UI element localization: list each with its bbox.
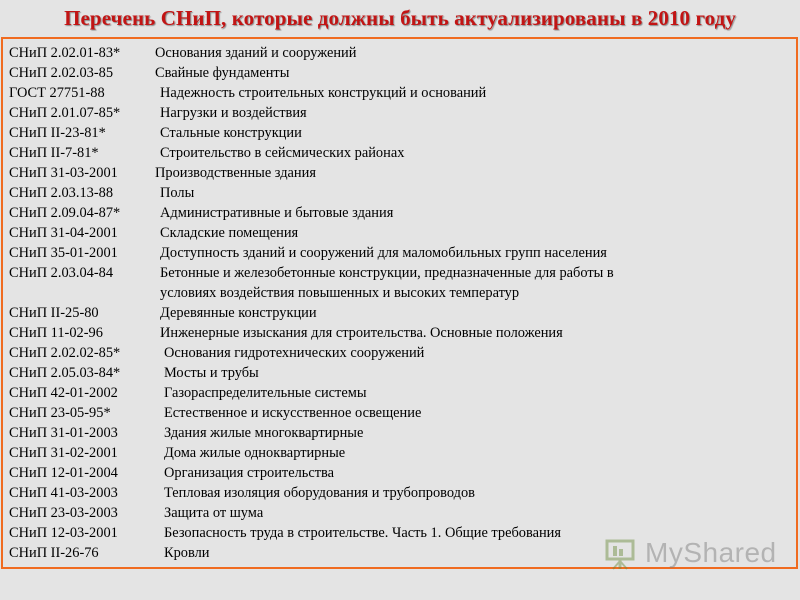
list-item bbox=[9, 363, 614, 383]
standard-title: Газораспределительные системы bbox=[164, 385, 367, 401]
list-item bbox=[9, 463, 614, 483]
standards-list bbox=[9, 43, 614, 563]
list-item bbox=[9, 123, 614, 143]
list-item bbox=[9, 303, 614, 323]
standard-code: СНиП 23-05-95* bbox=[9, 405, 111, 421]
list-item bbox=[9, 383, 614, 403]
standard-title: Бетонные и железобетонные конструкции, предназначенные для работы в bbox=[160, 265, 614, 281]
list-item bbox=[9, 523, 614, 543]
standard-code: СНиП 31-02-2001 bbox=[9, 445, 118, 461]
standard-title: Кровли bbox=[164, 545, 210, 561]
list-item bbox=[9, 163, 614, 183]
list-item-continuation bbox=[9, 283, 614, 303]
standard-code: СНиП 31-04-2001 bbox=[9, 225, 118, 241]
standard-code: СНиП 11-02-96 bbox=[9, 325, 103, 341]
standard-title: Инженерные изыскания для строительства. Основные положения bbox=[160, 325, 563, 341]
list-item bbox=[9, 503, 614, 523]
standard-title: Основания зданий и сооружений bbox=[155, 45, 357, 61]
list-item bbox=[9, 323, 614, 343]
list-item bbox=[9, 103, 614, 123]
watermark bbox=[605, 535, 777, 575]
standard-code: СНиП II-25-80 bbox=[9, 305, 99, 321]
standard-title: Основания гидротехнических сооружений bbox=[164, 345, 425, 361]
standard-code: СНиП 2.03.04-84 bbox=[9, 265, 114, 281]
list-item bbox=[9, 83, 614, 103]
standard-code: СНиП 2.09.04-87* bbox=[9, 205, 121, 221]
standard-title: Защита от шума bbox=[164, 505, 264, 521]
standard-title: Естественное и искусственное освещение bbox=[164, 405, 422, 421]
watermark-text: MyShared bbox=[645, 537, 777, 568]
standard-title-continuation: условиях воздействия повышенных и высоких температур bbox=[160, 285, 520, 301]
standard-title: Нагрузки и воздействия bbox=[160, 105, 307, 121]
list-item bbox=[9, 543, 614, 563]
standard-code: СНиП 2.02.01-83* bbox=[9, 45, 121, 61]
standard-title: Мосты и трубы bbox=[164, 365, 259, 381]
standard-code: СНиП 31-01-2003 bbox=[9, 425, 118, 441]
standard-code: СНиП 2.02.02-85* bbox=[9, 345, 121, 361]
standard-code: СНиП 42-01-2002 bbox=[9, 385, 118, 401]
standard-title: Стальные конструкции bbox=[160, 125, 302, 141]
list-item bbox=[9, 403, 614, 423]
list-item bbox=[9, 343, 614, 363]
list-item bbox=[9, 243, 614, 263]
list-item bbox=[9, 263, 614, 283]
standard-title: Дома жилые одноквартирные bbox=[164, 445, 346, 461]
standard-title: Производственные здания bbox=[155, 165, 316, 181]
list-item bbox=[9, 143, 614, 163]
standard-title: Тепловая изоляция оборудования и трубопроводов bbox=[164, 485, 475, 501]
content-frame bbox=[1, 37, 798, 569]
standard-code: СНиП II-23-81* bbox=[9, 125, 106, 141]
presentation-board-icon bbox=[605, 537, 637, 571]
standard-code: СНиП 35-01-2001 bbox=[9, 245, 118, 261]
standard-title: Безопасность труда в строительстве. Часть 1. Общие требования bbox=[164, 525, 562, 541]
list-item bbox=[9, 43, 614, 63]
standard-title: Строительство в сейсмических районах bbox=[160, 145, 405, 161]
standard-title: Складские помещения bbox=[160, 225, 299, 241]
standard-code: СНиП II-7-81* bbox=[9, 145, 99, 161]
standard-code: СНиП II-26-76 bbox=[9, 545, 99, 561]
page-title: Перечень СНиП, которые должны быть актуализированы в 2010 году bbox=[64, 6, 736, 30]
standard-code: СНиП 2.01.07-85* bbox=[9, 105, 121, 121]
list-item bbox=[9, 223, 614, 243]
list-item bbox=[9, 423, 614, 443]
standard-code: СНиП 2.02.03-85 bbox=[9, 65, 114, 81]
standard-title: Свайные фундаменты bbox=[155, 65, 290, 81]
list-item bbox=[9, 63, 614, 83]
standard-title: Административные и бытовые здания bbox=[160, 205, 394, 221]
standard-title: Деревянные конструкции bbox=[160, 305, 317, 321]
standard-code: СНиП 41-03-2003 bbox=[9, 485, 118, 501]
standard-code: СНиП 12-03-2001 bbox=[9, 525, 118, 541]
standard-title: Организация строительства bbox=[164, 465, 335, 481]
standard-title: Надежность строительных конструкций и оснований bbox=[160, 85, 487, 101]
list-item bbox=[9, 483, 614, 503]
standard-title: Здания жилые многоквартирные bbox=[164, 425, 364, 441]
list-item bbox=[9, 443, 614, 463]
standard-title: Доступность зданий и сооружений для маломобильных групп населения bbox=[160, 245, 607, 261]
list-item bbox=[9, 183, 614, 203]
standard-code: СНиП 12-01-2004 bbox=[9, 465, 118, 481]
standard-code: ГОСТ 27751-88 bbox=[9, 85, 105, 101]
list-item bbox=[9, 203, 614, 223]
standard-title: Полы bbox=[160, 185, 195, 201]
standard-code: СНиП 2.03.13-88 bbox=[9, 185, 114, 201]
standard-code: СНиП 31-03-2001 bbox=[9, 165, 118, 181]
standard-code: СНиП 23-03-2003 bbox=[9, 505, 118, 521]
standard-code: СНиП 2.05.03-84* bbox=[9, 365, 121, 381]
